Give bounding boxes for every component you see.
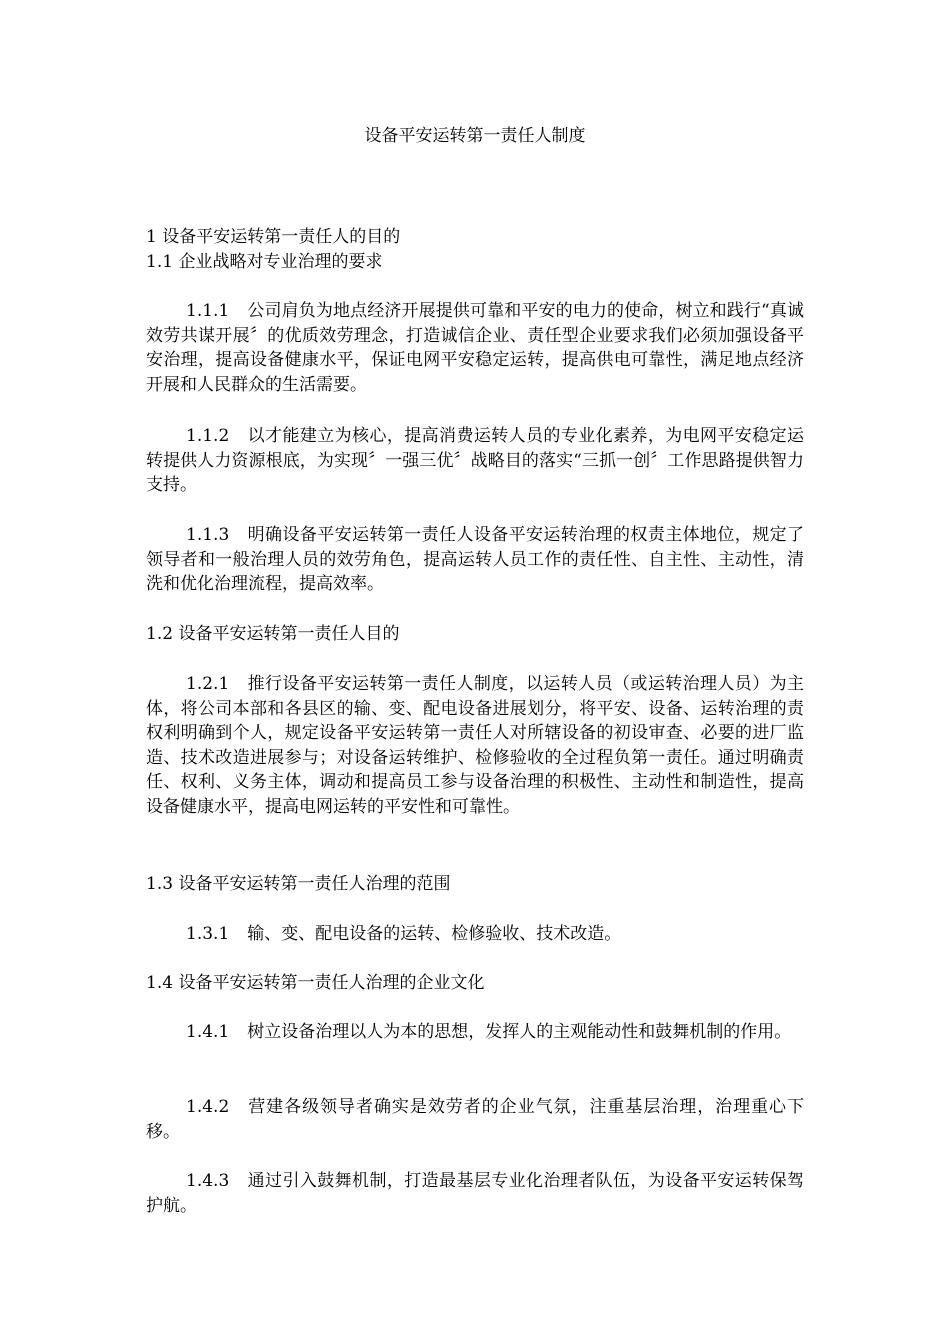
paragraph-1-2-1 <box>146 672 804 819</box>
paragraph-number: 1.1.2 <box>186 426 230 446</box>
section-heading-1: 1 设备平安运转第一责任人的目的 <box>146 227 401 247</box>
document-title: 设备平安运转第一责任人制度 <box>364 126 586 146</box>
paragraph-number: 1.2.1 <box>186 674 230 694</box>
paragraph-text: 树立设备治理以人为本的思想，发挥人的主观能动性和鼓舞机制的作用。 <box>247 1022 792 1042</box>
paragraph-number: 1.1.3 <box>186 525 230 545</box>
paragraph-number: 1.1.1 <box>186 301 230 321</box>
section-heading-1-4: 1.4 设备平安运转第一责任人治理的企业文化 <box>146 973 485 993</box>
section-heading-1-1: 1.1 企业战略对专业治理的要求 <box>146 252 383 272</box>
paragraph-text: 公司肩负为地点经济开展提供可靠和平安的电力的使命，树立和践行“真诚效劳共谋开展〞的优质效劳理念，打造诚信企业、责任型企业要求我们必须加强设备平安治理，提高设备健康水平，保证电网平安稳定运转，提高供电可靠性，满足地点经济开展和人民群众的生活需要。 <box>146 301 804 395</box>
paragraph-text: 通过引入鼓舞机制，打造最基层专业化治理者队伍，为设备平安运转保驾护航。 <box>146 1171 804 1216</box>
paragraph-1-4-2 <box>146 1095 804 1144</box>
section-heading-1-2: 1.2 设备平安运转第一责任人目的 <box>146 624 400 644</box>
section-heading-1-3: 1.3 设备平安运转第一责任人治理的范围 <box>146 874 451 894</box>
paragraph-number: 1.4.1 <box>186 1022 230 1042</box>
paragraph-text: 推行设备平安运转第一责任人制度，以运转人员（或运转治理人员）为主体，将公司本部和各县区的输、变、配电设备进展划分，将平安、设备、运转治理的责权利明确到个人，规定设备平安运转第一责任人对所辖设备的初设审查、必要的进厂监造、技术改造进展参与；对设备运转维护、检修验收的全过程负第一责任。通过明确责任、权利、义务主体，调动和提高员工参与设备治理的积极性、主动性和制造性，提高设备健康水平，提高电网运转的平安性和可靠性。 <box>146 674 804 817</box>
paragraph-text: 输、变、配电设备的运转、检修验收、技术改造。 <box>247 924 622 944</box>
paragraph-number: 1.4.3 <box>186 1171 230 1191</box>
paragraph-text: 明确设备平安运转第一责任人设备平安运转治理的权责主体地位，规定了领导者和一般治理人员的效劳角色，提高运转人员工作的责任性、自主性、主动性，清洗和优化治理流程，提高效率。 <box>146 525 804 594</box>
paragraph-text: 营建各级领导者确实是效劳者的企业气氛，注重基层治理，治理重心下移。 <box>146 1097 804 1142</box>
paragraph-1-4-1 <box>146 1020 804 1045</box>
paragraph-1-4-3 <box>146 1169 804 1218</box>
paragraph-1-1-1 <box>146 299 804 397</box>
paragraph-1-1-3 <box>146 523 804 597</box>
paragraph-number: 1.4.2 <box>186 1097 230 1117</box>
paragraph-1-3-1 <box>146 922 804 947</box>
paragraph-text: 以才能建立为核心，提高消费运转人员的专业化素养，为电网平安稳定运转提供人力资源根底，为实现〞一强三优〞战略目的落实“三抓一创〞工作思路提供智力支持。 <box>146 426 804 495</box>
paragraph-1-1-2 <box>146 424 804 498</box>
paragraph-number: 1.3.1 <box>186 924 230 944</box>
